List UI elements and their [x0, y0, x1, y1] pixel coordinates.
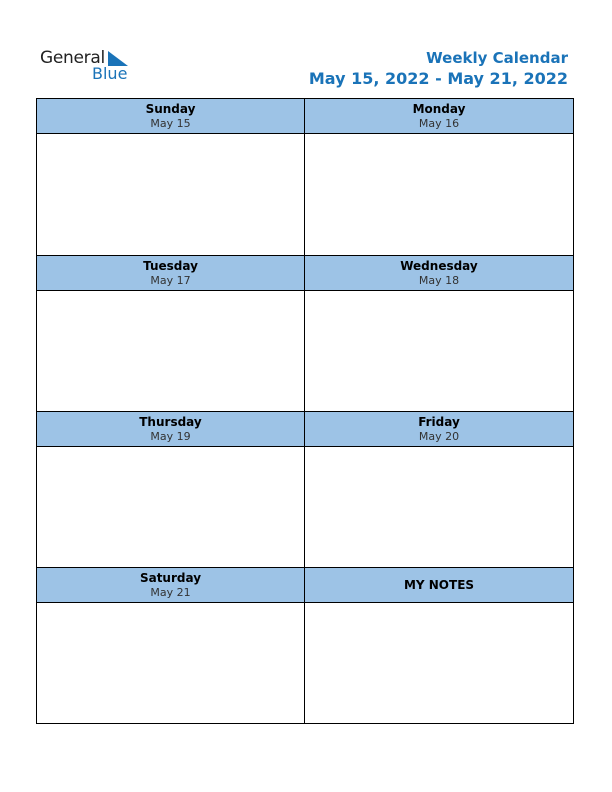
- notes-header: [305, 568, 573, 603]
- logo-word-blue: Blue: [92, 64, 128, 83]
- day-notes-area[interactable]: [305, 291, 573, 411]
- weekly-calendar-grid: [36, 98, 574, 724]
- day-header: [305, 412, 573, 447]
- calendar-date-range: May 15, 2022 - May 21, 2022: [308, 69, 568, 88]
- logo-word-general: General: [40, 48, 105, 68]
- day-cell-wednesday: [305, 255, 573, 411]
- day-name: Saturday: [139, 570, 202, 585]
- day-header: [37, 568, 304, 603]
- day-notes-area[interactable]: [37, 134, 304, 255]
- day-date: May 15: [150, 116, 191, 130]
- calendar-title: Weekly Calendar: [426, 49, 568, 67]
- day-notes-area[interactable]: [37, 291, 304, 411]
- day-name: Friday: [418, 414, 460, 429]
- calendar-title-block: [309, 48, 568, 90]
- day-notes-area[interactable]: [305, 447, 573, 567]
- day-header: [305, 256, 573, 291]
- my-notes-area[interactable]: [305, 603, 573, 723]
- day-cell-saturday: [37, 567, 305, 723]
- general-blue-logo: [40, 48, 140, 84]
- day-notes-area[interactable]: [305, 134, 573, 255]
- day-name: Wednesday: [400, 258, 478, 273]
- my-notes-label: MY NOTES: [403, 577, 475, 592]
- day-cell-monday: [305, 99, 573, 255]
- day-notes-area[interactable]: [37, 603, 304, 723]
- day-header: [305, 99, 573, 134]
- day-date: May 18: [418, 273, 460, 287]
- day-date: May 19: [150, 429, 191, 443]
- day-notes-area[interactable]: [37, 447, 304, 567]
- day-date: May 20: [418, 429, 460, 443]
- day-cell-friday: [305, 411, 573, 567]
- day-date: May 16: [418, 116, 460, 130]
- day-header: [37, 99, 304, 134]
- day-cell-tuesday: [37, 255, 305, 411]
- day-name: Monday: [412, 101, 466, 116]
- my-notes-cell: [305, 567, 573, 723]
- day-name: Thursday: [139, 414, 202, 429]
- day-date: May 21: [150, 585, 191, 599]
- day-header: [37, 412, 304, 447]
- day-cell-thursday: [37, 411, 305, 567]
- day-name: Sunday: [145, 101, 196, 116]
- day-header: [37, 256, 304, 291]
- day-date: May 17: [150, 273, 191, 287]
- day-cell-sunday: [37, 99, 305, 255]
- day-name: Tuesday: [143, 258, 198, 273]
